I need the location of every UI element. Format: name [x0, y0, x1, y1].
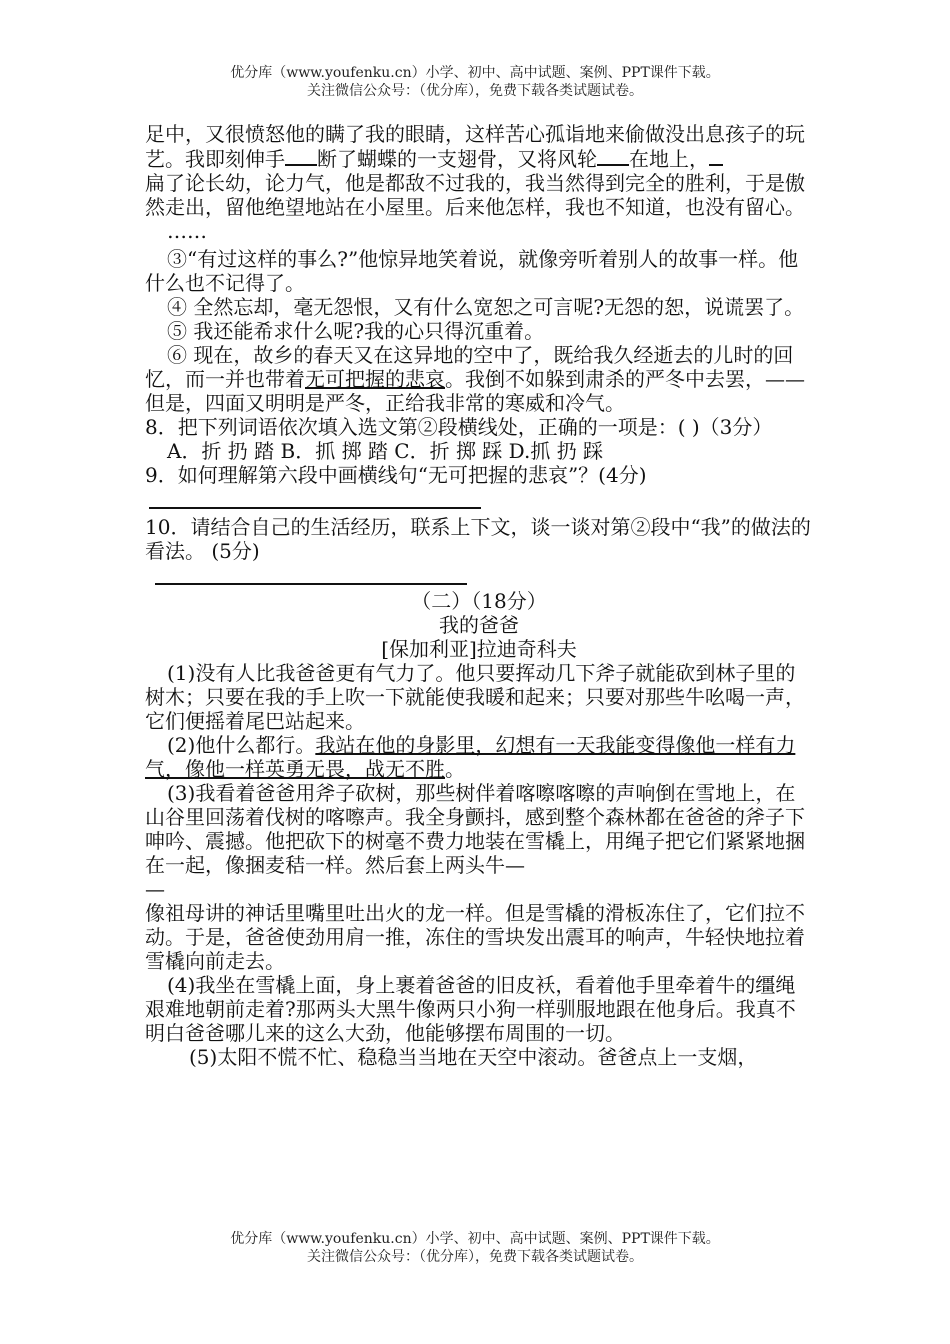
fill-blank-3 — [709, 146, 723, 166]
story-paragraph-3: (3)我看着爸爸用斧子砍树，那些树伴着喀嚓喀嚓的声响倒在雪地上，在山谷里回荡着伐树的喀嚓声。我全身颤抖，感到整个森林都在爸爸的斧子下呻吟、震撼。他把砍下的树毫不费力地装在雪橇上，用绳子把它们紧紧地捆在一起，像捆麦秸一样。然后套上两头牛— — [145, 781, 805, 877]
passage1-paragraph-3: ③“有过这样的事么?”他惊异地笑着说，就像旁听着别人的故事一样。他什么也不记得了。 — [145, 247, 799, 295]
text-span: 。我倒不如躲到肃杀的严冬中去罢，——但是，四面又明明是严冬，正给我非常的寒威和冷气。 — [145, 367, 805, 415]
footer-line-2: 关注微信公众号：（优分库），免费下载各类试题试卷。 — [307, 1249, 643, 1265]
fill-blank-2 — [597, 146, 629, 166]
page-footer — [0, 1230, 950, 1266]
footer-line-1: 优分库（www.youfenku.cn）小学、初中、高中试题、案例、PPT课件下载。 — [230, 1231, 720, 1247]
text-span: 断了蝴蝶的一支翅骨，又将风轮 — [317, 147, 597, 171]
text-span: 足中，又很愤怒他的瞒了我的眼睛，这样苦心孤诣地来偷做没出息孩子的玩艺。我即刻伸手 — [145, 122, 805, 171]
question-10: 10．请结合自己的生活经历，联系上下文，谈一谈对第②段中“我”的做法的看法。 (5分) — [145, 515, 811, 563]
passage1-paragraph-4: ④ 全然忘却，毫无怨恨，又有什么宽恕之可言呢?无怨的恕，说谎罢了。 — [167, 295, 805, 319]
story-paragraph-4: (4)我坐在雪橇上面，身上裹着爸爸的旧皮袄，看着他手里牵着牛的缰绳艰难地朝前走着?那两头大黑牛像两只小狗一样驯服地跟在他身后。我真不明白爸爸哪儿来的这么大劲，他能够摆布周围的一切。 — [145, 973, 796, 1045]
text-span: ⑥ 现在，故乡的春天又在这异地的空中了，既给我久经逝去的儿时的回忆，而一并也带着 — [145, 343, 794, 391]
answer-line-q10 — [155, 565, 467, 585]
answer-line-q9 — [149, 489, 481, 509]
page-header — [0, 64, 950, 100]
question-9: 9．如何理解第六段中画横线句“无可把握的悲哀”？(4分) — [145, 463, 647, 487]
story-paragraph-3-dash: — — [145, 877, 165, 901]
passage1-paragraph-2-cont: 扁了论长幼，论力气，他是都敌不过我的，我当然得到完全的胜利，于是傲然走出，留他绝望地站在小屋里。后来他怎样，我也不知道，也没有留心。 — [145, 171, 805, 219]
question-8-options: A．折 扔 踏 B．抓 掷 踏 C．折 掷 踩 D.抓 扔 踩 — [167, 439, 604, 463]
passage1-paragraph-6 — [145, 343, 813, 415]
text-span: 在地上， — [629, 147, 709, 171]
story-paragraph-3-cont: 像祖母讲的神话里嘴里吐出火的龙一样。但是雪橇的滑板冻住了，它们拉不动。于是，爸爸使劲用肩一推，冻住的雪块发出震耳的响声，牛轻快地拉着雪橇向前走去。 — [145, 901, 805, 973]
story-author: [保加利亚]拉迪奇科夫 — [381, 637, 577, 661]
ellipsis: …… — [167, 219, 207, 243]
passage1-paragraph-5: ⑤ 我还能希求什么呢?我的心只得沉重着。 — [167, 319, 545, 343]
story-title: 我的爸爸 — [439, 613, 519, 637]
header-line-1: 优分库（www.youfenku.cn）小学、初中、高中试题、案例、PPT课件下载。 — [230, 65, 720, 81]
underlined-sentence: 我站在他的身影里，幻想有一天我能变得像他一样有力气，像他一样英勇无畏，战无不胜 — [145, 733, 796, 781]
story-paragraph-1: (1)没有人比我爸爸更有气力了。他只要挥动几下斧子就能砍到林子里的树木；只要在我的手上吹一下就能使我暖和起来；只要对那些牛吆喝一声，它们便摇着尾巴站起来。 — [145, 661, 805, 733]
story-paragraph-2 — [145, 733, 813, 781]
passage1-paragraph-2 — [145, 122, 813, 171]
underlined-phrase: 无可把握的悲哀 — [305, 367, 445, 391]
fill-blank-1 — [285, 146, 317, 166]
story-paragraph-5: (5)太阳不慌不忙、稳稳当当地在天空中滚动。爸爸点上一支烟， — [189, 1045, 758, 1069]
document-body — [145, 122, 813, 1069]
question-8: 8．把下列词语依次填入选文第②段横线处，正确的一项是：( )（3分） — [145, 415, 773, 439]
text-span: 。 — [445, 757, 465, 781]
text-span: (2)他什么都行。 — [167, 733, 316, 757]
section-heading: （二）（18分） — [411, 589, 547, 613]
header-line-2: 关注微信公众号：（优分库），免费下载各类试题试卷。 — [307, 83, 643, 99]
